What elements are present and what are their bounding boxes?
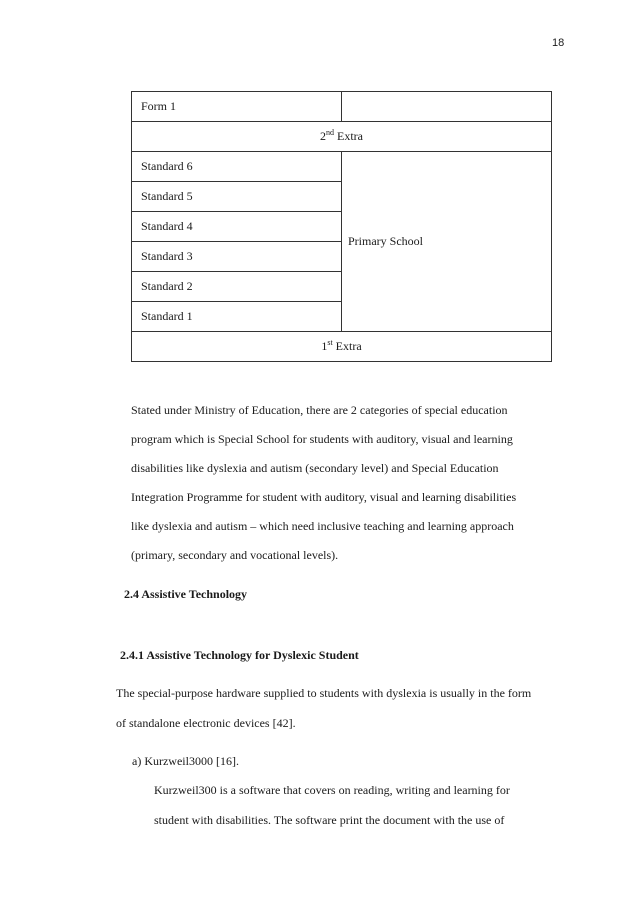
- primary-school-cell: Primary School: [342, 152, 552, 332]
- second-extra-cell: 2nd Extra: [132, 122, 552, 152]
- paragraph-line: student with disabilities. The software print the document with the use of: [154, 813, 505, 827]
- form-1-cell: Form 1: [132, 92, 342, 122]
- paragraph-line: program which is Special School for students with auditory, visual and learning: [131, 432, 513, 446]
- paragraph-line: like dyslexia and autism – which need inclusive teaching and learning approach: [131, 519, 514, 533]
- paragraph-line: of standalone electronic devices [42].: [116, 716, 296, 730]
- list-item-a: a) Kurzweil3000 [16].: [132, 754, 239, 768]
- table-row: [132, 152, 552, 182]
- table-row: [132, 92, 552, 122]
- standard-cell: Standard 4: [132, 212, 342, 242]
- paragraph-line: disabilities like dyslexia and autism (secondary level) and Special Education: [131, 461, 499, 475]
- section-heading-2-4: 2.4 Assistive Technology: [124, 587, 248, 601]
- section-heading-2-4-1: 2.4.1 Assistive Technology for Dyslexic Student: [120, 648, 359, 662]
- paragraph-line: Stated under Ministry of Education, there are 2 categories of special education: [131, 403, 508, 417]
- first-extra-cell: 1st Extra: [132, 332, 552, 362]
- standard-cell: Standard 6: [132, 152, 342, 182]
- paragraph-line: Integration Programme for student with auditory, visual and learning disabilities: [131, 490, 517, 504]
- standard-cell: Standard 3: [132, 242, 342, 272]
- table-row: [132, 122, 552, 152]
- standard-cell: Standard 2: [132, 272, 342, 302]
- empty-cell: [342, 92, 552, 122]
- paragraph-line: (primary, secondary and vocational levels).: [131, 548, 339, 562]
- paragraph-line: The special-purpose hardware supplied to students with dyslexia is usually in the form: [116, 686, 532, 700]
- standard-cell: Standard 5: [132, 182, 342, 212]
- page-number: 18: [552, 37, 565, 49]
- standard-cell: Standard 1: [132, 302, 342, 332]
- paragraph-line: Kurzweil300 is a software that covers on reading, writing and learning for: [154, 783, 510, 797]
- table-row: [132, 332, 552, 362]
- education-levels-table: [131, 91, 552, 362]
